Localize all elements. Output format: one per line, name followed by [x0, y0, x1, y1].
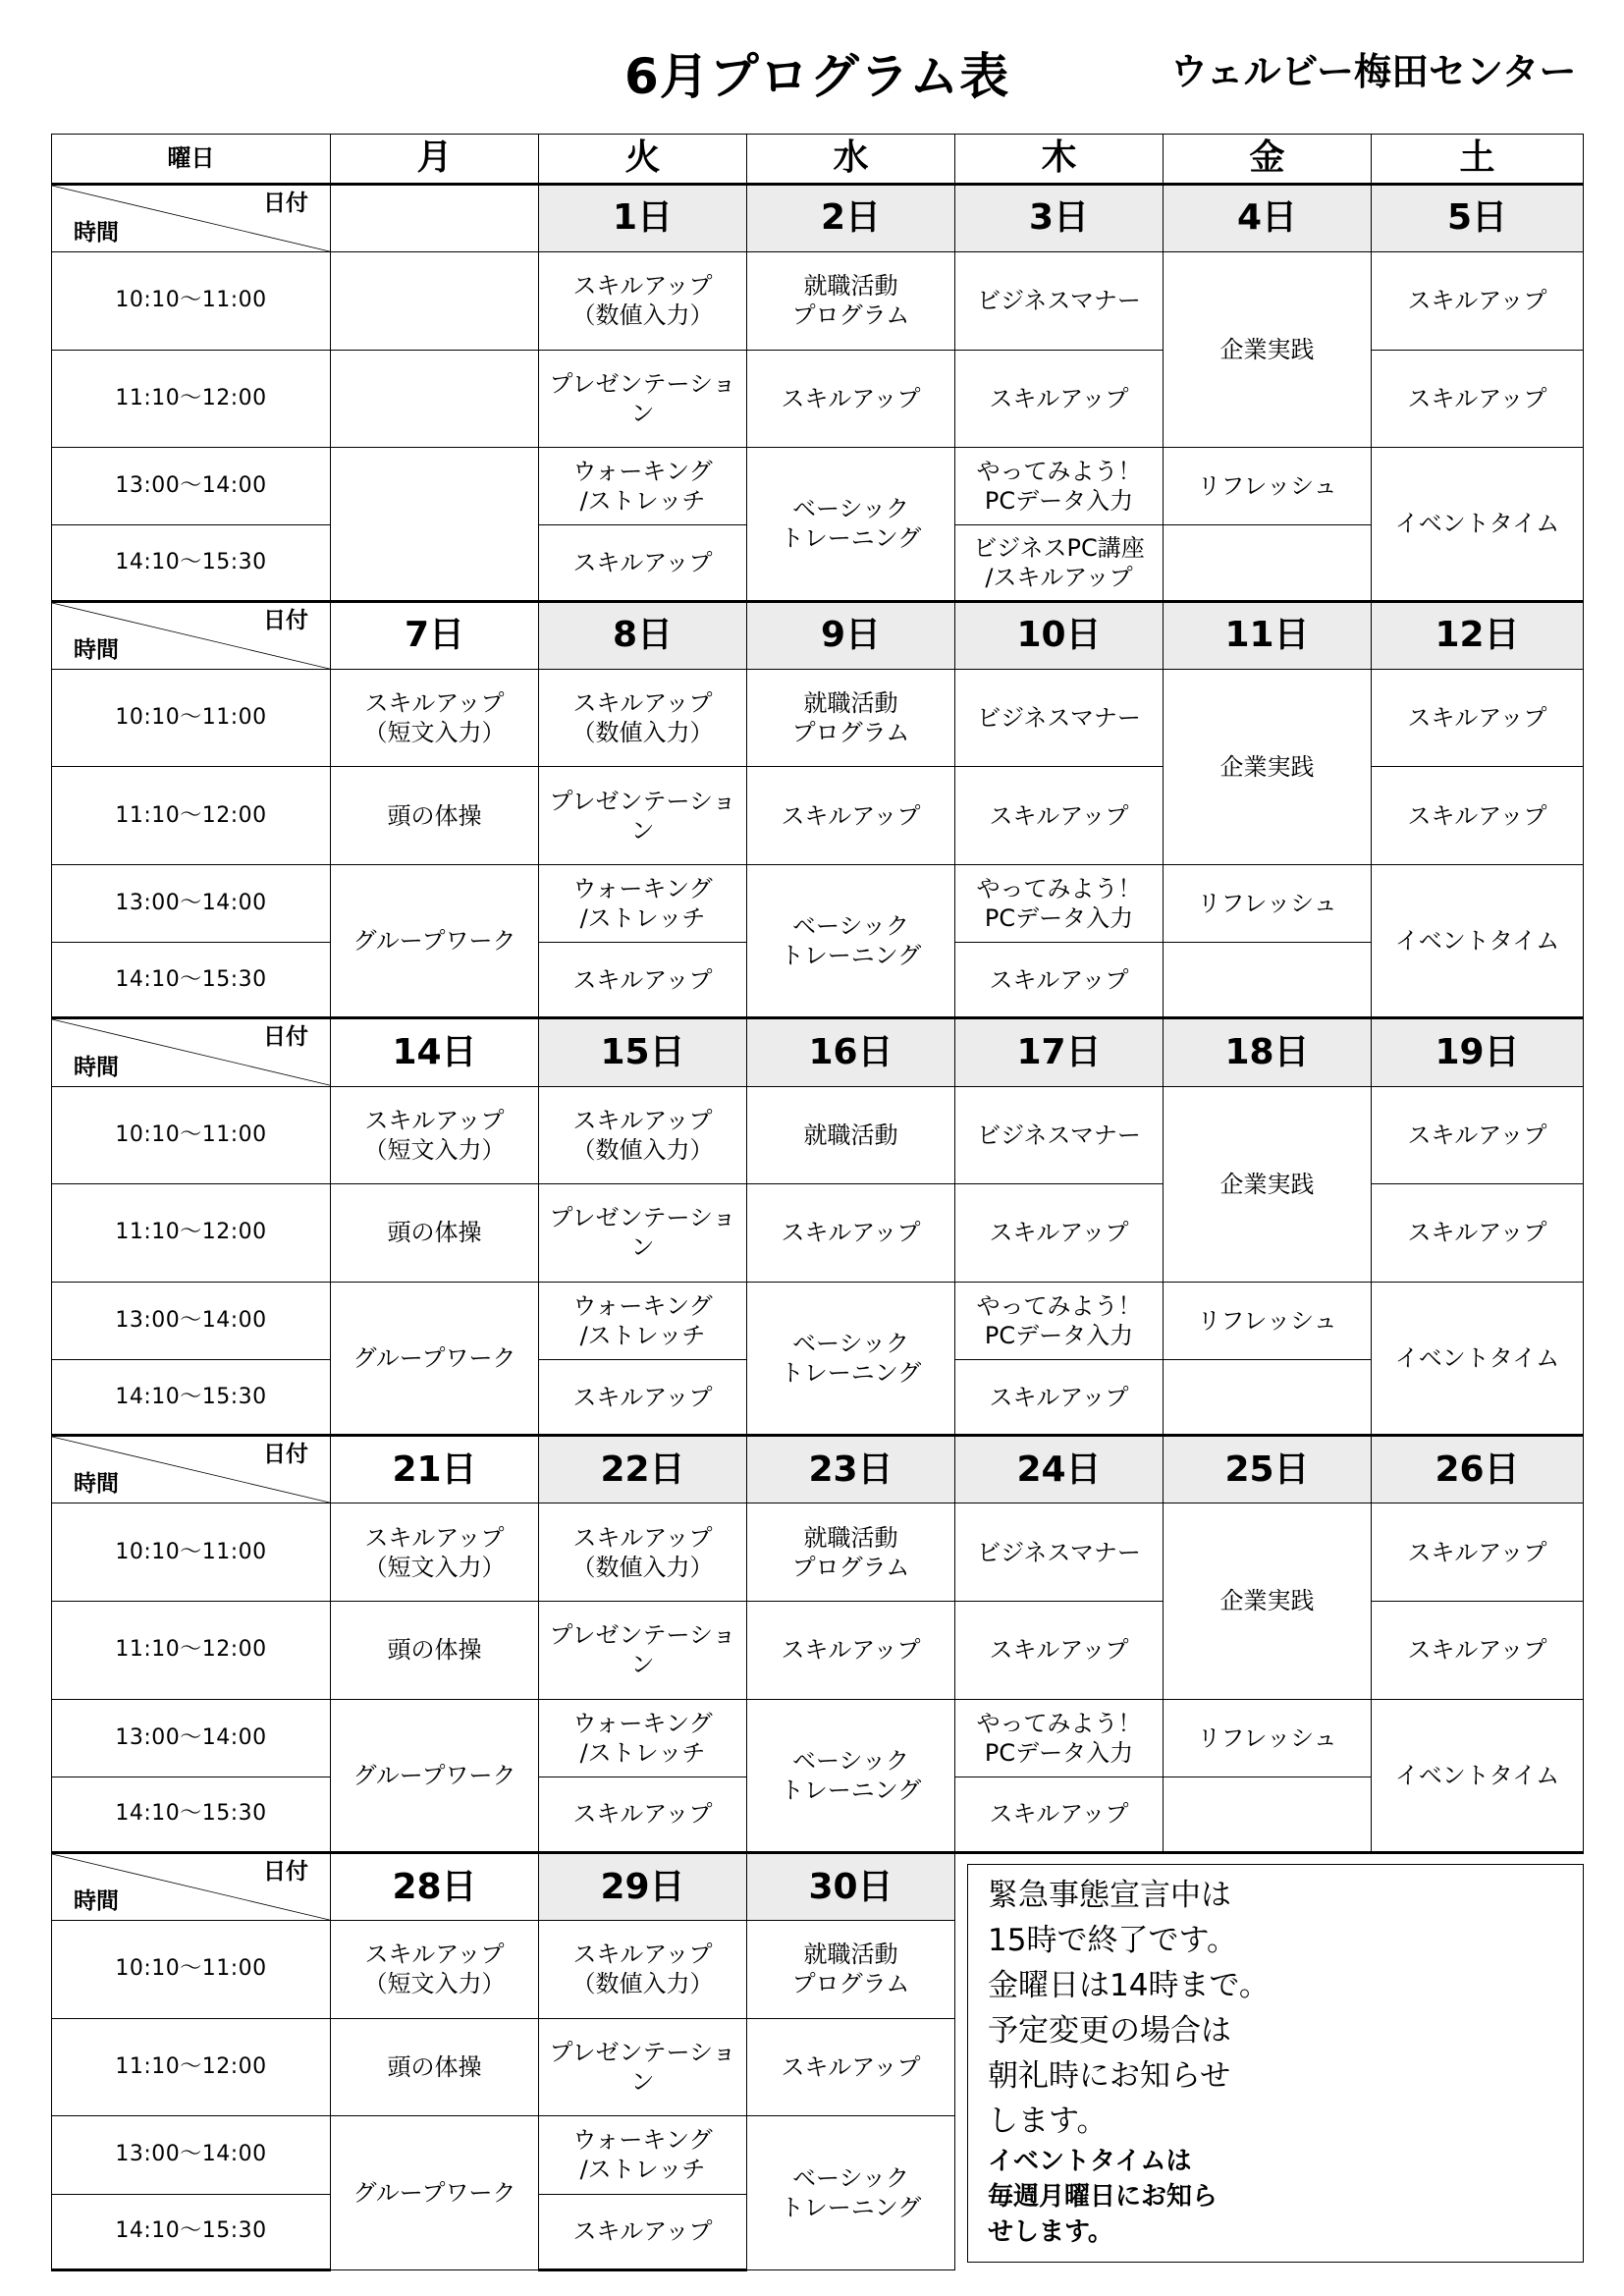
weekday-header-label: 曜日: [52, 135, 331, 185]
notice-line: 緊急事態宣言中は: [988, 1878, 1231, 1913]
program-cell-mon: [331, 448, 539, 602]
page-title: 6月プログラム表: [624, 48, 1010, 105]
notice-box: [967, 1864, 1584, 2263]
corner-time-label: 時間: [74, 1054, 119, 1080]
program-cell-thu: ビジネスPC講座 /スキルアップ: [955, 525, 1164, 601]
program-cell-fri: リフレッシュ: [1164, 1282, 1372, 1359]
notice-line: 朝礼時にお知らせ: [988, 2058, 1231, 2094]
weekday-tue: 火: [539, 135, 747, 185]
time-slot-row: [52, 1699, 1584, 1777]
time-slot-row: [52, 1503, 1584, 1602]
program-cell-thu: やってみよう！ PCデータ入力: [955, 1699, 1164, 1777]
program-cell-sat: スキルアップ: [1372, 350, 1584, 448]
time-slot-row: [52, 448, 1584, 525]
time-label: 13:00～14:00: [52, 1699, 331, 1777]
corner-time-label: 時間: [74, 219, 119, 246]
program-cell-tue: スキルアップ: [539, 1777, 747, 1852]
program-cell-sat: イベントタイム: [1372, 864, 1584, 1018]
program-cell-mon: グループワーク: [331, 2116, 539, 2270]
program-cell-thu: やってみよう！ PCデータ入力: [955, 1282, 1164, 1359]
time-label: 14:10～15:30: [52, 1777, 331, 1852]
time-label: 11:10～12:00: [52, 1184, 331, 1283]
date-time-corner: [52, 1853, 331, 1921]
program-cell-wed: 就職活動 プログラム: [747, 1921, 955, 2019]
program-cell-wed: 就職活動: [747, 1086, 955, 1184]
date-cell: 16日: [747, 1018, 955, 1086]
time-slot-row: [52, 669, 1584, 767]
program-cell-fri: [1164, 1777, 1372, 1852]
program-cell-tue: スキルアップ: [539, 943, 747, 1018]
program-cell-tue: プレゼンテーション: [539, 350, 747, 448]
program-cell-mon: グループワーク: [331, 1699, 539, 1853]
program-cell-tue: プレゼンテーション: [539, 767, 747, 865]
weekday-sat: 土: [1372, 135, 1584, 185]
date-time-corner: [52, 1018, 331, 1086]
program-cell-tue: スキルアップ （数値入力）: [539, 669, 747, 767]
program-cell-tue: プレゼンテーション: [539, 1601, 747, 1699]
time-label: 14:10～15:30: [52, 1359, 331, 1435]
date-cell: 7日: [331, 601, 539, 669]
program-cell-mon: グループワーク: [331, 1282, 539, 1436]
date-cell: 10日: [955, 601, 1164, 669]
program-cell-fri: リフレッシュ: [1164, 864, 1372, 942]
date-row: [52, 1436, 1584, 1503]
program-cell-fri: [1164, 943, 1372, 1018]
program-cell-wed: スキルアップ: [747, 2018, 955, 2116]
program-cell-mon: グループワーク: [331, 864, 539, 1018]
program-cell-fri: [1164, 525, 1372, 601]
time-label: 13:00～14:00: [52, 2116, 331, 2194]
program-cell-fri: リフレッシュ: [1164, 1699, 1372, 1777]
program-cell-wed: スキルアップ: [747, 350, 955, 448]
program-cell-wed: ベーシック トレーニング: [747, 448, 955, 602]
program-cell-tue: スキルアップ: [539, 525, 747, 601]
corner-time-label: 時間: [74, 1471, 119, 1498]
date-cell: 26日: [1372, 1436, 1584, 1503]
notice-line: します。: [988, 2104, 1108, 2139]
notice-line: 予定変更の場合は: [988, 2013, 1231, 2049]
time-label: 14:10～15:30: [52, 525, 331, 601]
program-cell-tue: プレゼンテーション: [539, 1184, 747, 1283]
program-cell-thu: スキルアップ: [955, 1184, 1164, 1283]
program-cell-thu: スキルアップ: [955, 1777, 1164, 1852]
program-cell-fri: [1164, 1359, 1372, 1435]
program-cell-thu: スキルアップ: [955, 350, 1164, 448]
notice-note-line: 毎週月曜日にお知ら: [988, 2182, 1218, 2212]
program-cell-sat: イベントタイム: [1372, 1699, 1584, 1853]
program-cell-mon: [331, 350, 539, 448]
program-cell-sat: スキルアップ: [1372, 1503, 1584, 1602]
corner-date-label: 日付: [263, 190, 308, 216]
time-label: 10:10～11:00: [52, 1921, 331, 2019]
date-cell: 15日: [539, 1018, 747, 1086]
program-cell-thu: ビジネスマナー: [955, 1503, 1164, 1602]
date-time-corner: [52, 184, 331, 251]
date-cell: 23日: [747, 1436, 955, 1503]
weekday-wed: 水: [747, 135, 955, 185]
program-cell-tue: スキルアップ: [539, 1359, 747, 1435]
program-cell-mon: スキルアップ （短文入力）: [331, 1086, 539, 1184]
program-cell-wed: 就職活動 プログラム: [747, 251, 955, 350]
program-cell-fri: リフレッシュ: [1164, 448, 1372, 525]
date-cell: 18日: [1164, 1018, 1372, 1086]
program-cell-wed: スキルアップ: [747, 1601, 955, 1699]
corner-time-label: 時間: [74, 1888, 119, 1915]
program-cell-wed: 就職活動 プログラム: [747, 669, 955, 767]
time-label: 11:10～12:00: [52, 350, 331, 448]
date-cell: 30日: [747, 1853, 955, 1921]
program-cell-sat: スキルアップ: [1372, 251, 1584, 350]
program-cell-wed: ベーシック トレーニング: [747, 864, 955, 1018]
program-schedule-table: [51, 134, 1584, 2271]
program-cell-tue: スキルアップ: [539, 2194, 747, 2269]
program-cell-wed: ベーシック トレーニング: [747, 1282, 955, 1436]
corner-date-label: 日付: [263, 1859, 308, 1885]
time-slot-row: [52, 1282, 1584, 1359]
program-cell-thu: スキルアップ: [955, 767, 1164, 865]
time-label: 11:10～12:00: [52, 767, 331, 865]
program-cell-thu: ビジネスマナー: [955, 251, 1164, 350]
date-cell: 29日: [539, 1853, 747, 1921]
date-cell: 25日: [1164, 1436, 1372, 1503]
date-cell: 19日: [1372, 1018, 1584, 1086]
program-cell-sat: イベントタイム: [1372, 1282, 1584, 1436]
date-row: [52, 1853, 1584, 1921]
program-cell-fri: 企業実践: [1164, 669, 1372, 864]
program-cell-wed: ベーシック トレーニング: [747, 2116, 955, 2270]
program-cell-tue: スキルアップ （数値入力）: [539, 1921, 747, 2019]
notice-cell: [955, 1853, 1584, 2270]
date-cell: 17日: [955, 1018, 1164, 1086]
program-cell-tue: ウォーキング /ストレッチ: [539, 2116, 747, 2194]
program-cell-tue: ウォーキング /ストレッチ: [539, 864, 747, 942]
date-cell: 21日: [331, 1436, 539, 1503]
program-cell-sat: スキルアップ: [1372, 1086, 1584, 1184]
center-name: ウェルビー梅田センター: [1170, 50, 1577, 93]
date-cell: 2日: [747, 184, 955, 251]
date-time-corner: [52, 1436, 331, 1503]
date-time-corner: [52, 601, 331, 669]
program-cell-tue: スキルアップ （数値入力）: [539, 251, 747, 350]
date-cell: 1日: [539, 184, 747, 251]
date-cell: 24日: [955, 1436, 1164, 1503]
program-cell-mon: スキルアップ （短文入力）: [331, 669, 539, 767]
weekday-mon: 月: [331, 135, 539, 185]
date-row: [52, 601, 1584, 669]
program-cell-fri: 企業実践: [1164, 1086, 1372, 1282]
corner-date-label: 日付: [263, 1442, 308, 1468]
time-label: 13:00～14:00: [52, 448, 331, 525]
program-cell-mon: 頭の体操: [331, 767, 539, 865]
program-cell-mon: 頭の体操: [331, 2018, 539, 2116]
program-cell-mon: 頭の体操: [331, 1184, 539, 1283]
time-label: 10:10～11:00: [52, 669, 331, 767]
program-cell-fri: 企業実践: [1164, 1503, 1372, 1699]
date-cell: 11日: [1164, 601, 1372, 669]
time-label: 13:00～14:00: [52, 1282, 331, 1359]
time-slot-row: [52, 251, 1584, 350]
program-cell-sat: スキルアップ: [1372, 1601, 1584, 1699]
time-label: 11:10～12:00: [52, 1601, 331, 1699]
weekday-fri: 金: [1164, 135, 1372, 185]
time-slot-row: [52, 864, 1584, 942]
program-cell-thu: ビジネスマナー: [955, 669, 1164, 767]
program-cell-tue: スキルアップ （数値入力）: [539, 1503, 747, 1602]
time-label: 13:00～14:00: [52, 864, 331, 942]
program-cell-sat: スキルアップ: [1372, 1184, 1584, 1283]
weekday-header-row: [52, 135, 1584, 185]
program-cell-thu: やってみよう！ PCデータ入力: [955, 864, 1164, 942]
date-cell: 3日: [955, 184, 1164, 251]
program-cell-tue: ウォーキング /ストレッチ: [539, 448, 747, 525]
time-label: 10:10～11:00: [52, 1503, 331, 1602]
program-cell-tue: ウォーキング /ストレッチ: [539, 1699, 747, 1777]
notice-note-line: イベントタイムは: [988, 2147, 1192, 2176]
program-cell-mon: 頭の体操: [331, 1601, 539, 1699]
date-cell: 28日: [331, 1853, 539, 1921]
program-cell-sat: スキルアップ: [1372, 767, 1584, 865]
date-cell: 12日: [1372, 601, 1584, 669]
program-cell-sat: スキルアップ: [1372, 669, 1584, 767]
program-cell-mon: [331, 251, 539, 350]
program-cell-sat: イベントタイム: [1372, 448, 1584, 602]
program-cell-thu: ビジネスマナー: [955, 1086, 1164, 1184]
program-cell-wed: ベーシック トレーニング: [747, 1699, 955, 1853]
date-row: [52, 1018, 1584, 1086]
date-row: [52, 184, 1584, 251]
corner-date-label: 日付: [263, 607, 308, 633]
weekday-thu: 木: [955, 135, 1164, 185]
notice-line: 金曜日は14時まで。: [988, 1968, 1270, 2003]
date-cell: 5日: [1372, 184, 1584, 251]
time-label: 10:10～11:00: [52, 1086, 331, 1184]
date-cell: 22日: [539, 1436, 747, 1503]
corner-time-label: 時間: [74, 636, 119, 663]
notice-note-line: せします。: [988, 2217, 1113, 2247]
program-cell-mon: スキルアップ （短文入力）: [331, 1503, 539, 1602]
time-slot-row: [52, 1086, 1584, 1184]
notice-line: 15時で終了です。: [988, 1923, 1237, 1958]
program-cell-wed: スキルアップ: [747, 767, 955, 865]
program-cell-tue: スキルアップ （数値入力）: [539, 1086, 747, 1184]
time-label: 14:10～15:30: [52, 2194, 331, 2269]
date-cell: 4日: [1164, 184, 1372, 251]
time-label: 14:10～15:30: [52, 943, 331, 1018]
program-cell-thu: スキルアップ: [955, 1601, 1164, 1699]
program-cell-thu: やってみよう！ PCデータ入力: [955, 448, 1164, 525]
date-cell: 8日: [539, 601, 747, 669]
program-cell-mon: スキルアップ （短文入力）: [331, 1921, 539, 2019]
program-cell-tue: プレゼンテーション: [539, 2018, 747, 2116]
program-cell-wed: スキルアップ: [747, 1184, 955, 1283]
date-cell: 14日: [331, 1018, 539, 1086]
date-cell: [331, 184, 539, 251]
program-cell-wed: 就職活動 プログラム: [747, 1503, 955, 1602]
program-cell-tue: ウォーキング /ストレッチ: [539, 1282, 747, 1359]
program-cell-fri: 企業実践: [1164, 251, 1372, 447]
time-label: 10:10～11:00: [52, 251, 331, 350]
corner-date-label: 日付: [263, 1024, 308, 1051]
program-cell-thu: スキルアップ: [955, 1359, 1164, 1435]
date-cell: 9日: [747, 601, 955, 669]
time-label: 11:10～12:00: [52, 2018, 331, 2116]
program-cell-thu: スキルアップ: [955, 943, 1164, 1018]
